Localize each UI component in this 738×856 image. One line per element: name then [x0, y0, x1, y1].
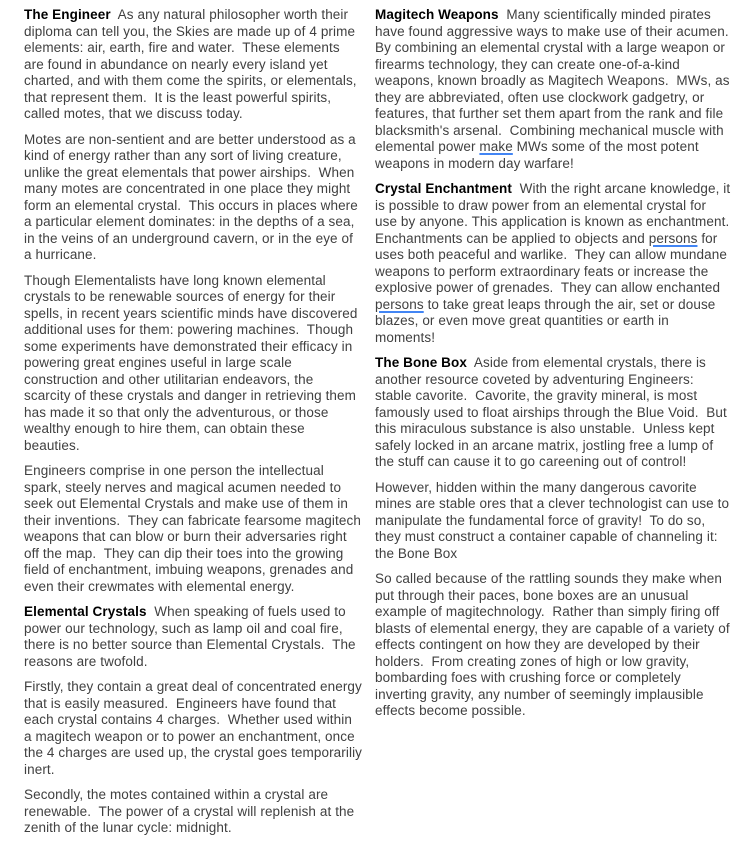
section-heading: Elemental Crystals	[24, 604, 147, 619]
section-heading: Magitech Weapons	[375, 7, 499, 22]
text-run: Though Elementalists have long known elemental crystals to be renewable sources of energy for their spells, in recent years scientific minds have discovered additional uses for them: powering machines. Though some experiments have demonstrated their efficacy in powering great engines useful in large scale construction and other utilitarian endeavors, the scarcity of these crystals and danger in retrieving them has made it so that only the adventurous, or those wealthy enough to hire them, can obtain these beauties.	[24, 272, 362, 453]
text-run: for uses both peaceful and warlike. They can allow mundane weapons to perform extraordinary feats or increase the explosive power of grenades. They can allow enchanted	[375, 230, 731, 295]
paragraph	[375, 571, 732, 720]
paragraph	[24, 273, 363, 455]
text-run: Engineers comprise in one person the intellectual spark, steely nerves and magical acumen needed to seek out Elemental Crystals and make use of them in their inventions. They can fabricate fearsome magitech weapons that can blow or burn their adversaries right off the map. They can dip their toes into the growing field of enchantment, imbuing weapons, grenades and even their crewmates with elemental energy.	[24, 463, 365, 594]
paragraph	[375, 355, 732, 471]
section-heading: The Bone Box	[375, 355, 467, 370]
text-run: Firstly, they contain a great deal of concentrated energy that is easily measured. Engineers have found that each crystal contains 4 charges. Whether used within a magitech weapon or to power an enchantment, once the 4 charges are used up, the crystal goes temporariliy inert.	[24, 679, 366, 777]
column-right	[375, 7, 738, 846]
text-run: Aside from elemental crystals, there is another resource coveted by adventuring Engineers: stable cavorite. Cavorite, the gravity mineral, is most famously used to float airships through the Blue Void. But this miraculous substance is also unstable. Unless kept safely locked in an arcane matrix, jostling free a lump of the stuff can cause it to go careening out of control!	[375, 355, 731, 469]
paragraph	[24, 132, 363, 264]
text-run: With the right arcane knowledge, it is possible to draw power from an elemental crystal for use by anyone. This application is known as enchantment. Enchantments can be applied to objects and	[375, 181, 738, 246]
section-heading: Crystal Enchantment	[375, 181, 512, 196]
text-run: MWs some of the most potent weapons in modern day warfare!	[375, 139, 703, 171]
paragraph	[24, 463, 363, 595]
paragraph	[24, 679, 366, 778]
paragraph	[24, 604, 363, 670]
paragraph	[375, 480, 732, 563]
text-run: to take great leaps through the air, set or douse blazes, or even move great quantities or earth in moments!	[375, 296, 720, 345]
paragraph	[24, 787, 363, 837]
section-heading: The Engineer	[24, 7, 111, 22]
text-run: Motes are non-sentient and are better understood as a kind of energy rather than any sort of living creature, unlike the great elementals that power airships. When many motes are concentrated in one place they might form an elemental crystal. This occurs in places where a particular element dominates: in the depths of a sea, in the veins of an underground cavern, or in the eye of a hurricane.	[24, 131, 362, 262]
paragraph	[24, 7, 363, 123]
column-left	[24, 7, 366, 846]
text-run: Secondly, the motes contained within a crystal are renewable. The power of a crystal will replenish at the zenith of the lunar cycle: midnight.	[24, 787, 359, 835]
paragraph	[375, 7, 737, 172]
text-run: When speaking of fuels used to power our technology, such as lamp oil and coal fire, there is no better source than Elemental Crystals. The reasons are twofold.	[24, 604, 360, 669]
suggestion-underlined-word[interactable]: persons	[375, 296, 424, 312]
text-run: As any natural philosopher worth their diploma can tell you, the Skies are made up of 4 prime elements: air, earth, fire and water. These elements are found in abundance on nearly every island yet charted, and with them come the spirits, or elementals, that represent them. It is the least powerful spirits, called motes, that we discuss today.	[24, 7, 361, 121]
suggestion-underlined-word[interactable]: make	[479, 139, 513, 154]
paragraph	[375, 181, 738, 346]
text-run: So called because of the rattling sounds they make when put through their paces, bone boxes are an unusual example of magitechnology. Rather than simply firing off blasts of elemental energy, they are capable of a variety of effects contingent on how they are developed by their holders. From creating zones of high or low gravity, bombarding foes with crushing force or completely inverting gravity, any number of seemingly implausible effects become possible.	[375, 571, 734, 718]
text-run: Many scientifically minded pirates have found aggressive ways to make use of their acumen. By combining an elemental crystal with a large weapon or firearms technology, they can create one-of-a-kind weapons, known broadly as Magitech Weapons. MWs, as they are abbreviated, often use clockwork gadgetry, or features, that further set them apart from the rank and file blacksmith's arsenal. Combining mechanical muscle with elemental power	[375, 7, 737, 154]
text-run: However, hidden within the many dangerous cavorite mines are stable ores that a clever technologist can use to manipulate the fundamental force of gravity! To do so, they must construct a container capable of channeling it: the Bone Box	[375, 479, 733, 561]
suggestion-underlined-word[interactable]: persons	[648, 230, 698, 246]
